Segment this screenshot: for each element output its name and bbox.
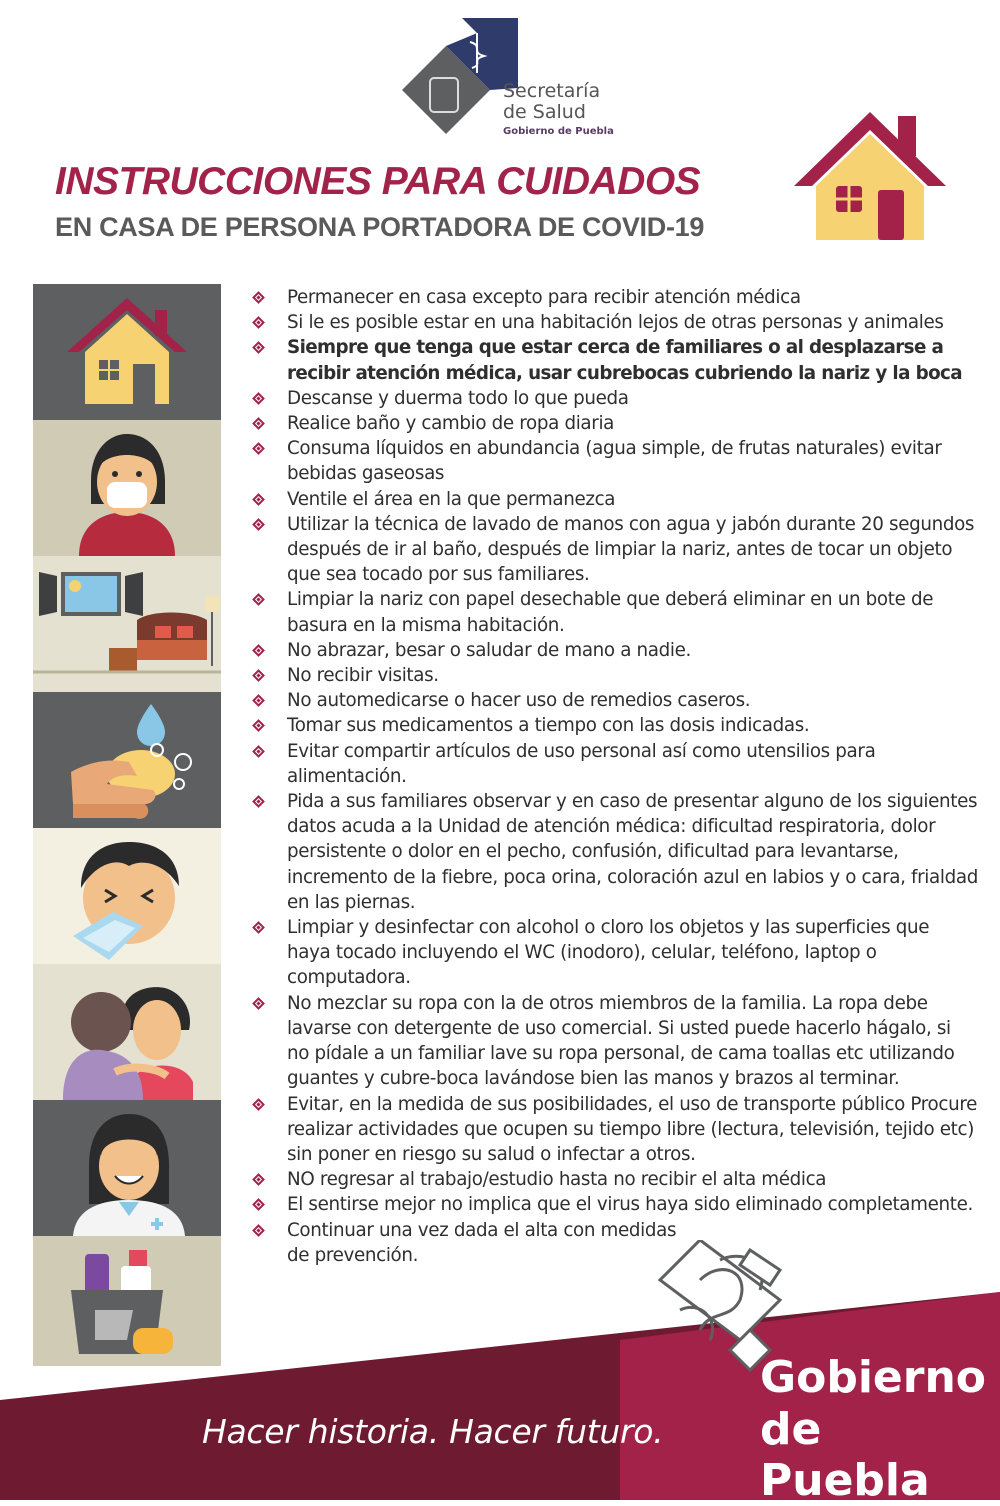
bullet-diamond-icon — [252, 1198, 265, 1211]
instruction-text: Si le es posible estar en una habitación lejos de otras personas y animales — [287, 312, 944, 334]
logo-line-3: Gobierno de Puebla — [503, 126, 614, 137]
bedroom-icon — [33, 556, 221, 692]
instruction-item — [248, 1092, 978, 1168]
instruction-text: Continuar una vez dada el alta con medidas de prevención. — [287, 1219, 677, 1266]
instruction-text: NO regresar al trabajo/estudio hasta no recibir el alta médica — [287, 1169, 827, 1191]
page-subtitle: EN CASA DE PERSONA PORTADORA DE COVID-19 — [55, 212, 705, 242]
instruction-text: Siempre que tenga que estar cerca de familiares o al desplazarse a recibir atención médica, usar cubrebocas cubriendo la nariz y la boca — [287, 337, 963, 384]
instruction-item — [248, 688, 978, 713]
slogan: Hacer historia. Hacer futuro. — [202, 1412, 664, 1451]
house-icon — [790, 104, 950, 244]
instruction-item — [248, 991, 978, 1092]
instruction-text: El sentirse mejor no implica que el virus haya sido eliminado completamente. — [287, 1194, 973, 1216]
instruction-text: Ventile el área en la que permanezca — [287, 488, 616, 510]
bullet-diamond-icon — [252, 594, 265, 607]
instruction-item — [248, 436, 978, 486]
instruction-text: Utilizar la técnica de lavado de manos con agua y jabón durante 20 segundos después de ir al baño, después de limpiar la nariz, antes de tocar un objeto que sea tocado por sus familiares. — [287, 513, 975, 586]
bullet-diamond-icon — [252, 644, 265, 657]
instruction-text: Descanse y duerma todo lo que pueda — [287, 387, 629, 409]
instruction-text: Realice baño y cambio de ropa diaria — [287, 413, 615, 435]
instruction-text: No abrazar, besar o saludar de mano a nadie. — [287, 639, 691, 661]
instruction-item — [248, 587, 978, 637]
bullet-diamond-icon — [252, 669, 265, 682]
illustration-column — [33, 284, 221, 1366]
doctor-panel — [33, 1100, 221, 1236]
instruction-item — [248, 335, 978, 385]
instruction-text: No recibir visitas. — [287, 665, 439, 687]
instruction-item — [248, 386, 978, 411]
instruction-text: No mezclar su ropa con la de otros miembros de la familia. La ropa debe lavarse con detergente de uso comercial. Si usted puede hacerlo hágalo, si no pídale a un familiar lave su ropa personal, de cama toallas etc utilizando guantes y cubre-boca lavándose bien las manos y brazos al terminar. — [287, 992, 955, 1090]
instruction-text: Limpiar la nariz con papel desechable que deberá eliminar en un bote de basura en la misma habitación. — [287, 589, 934, 636]
instruction-item — [248, 512, 978, 588]
instruction-item — [248, 285, 978, 310]
doctor-icon — [33, 1100, 221, 1236]
bullet-diamond-icon — [252, 417, 265, 430]
instruction-item — [248, 487, 978, 512]
home-panel — [33, 284, 221, 420]
hug-panel — [33, 964, 221, 1100]
instruction-text: Permanecer en casa excepto para recibir atención médica — [287, 287, 801, 308]
instruction-text: Consuma líquidos en abundancia (agua simple, de frutas naturales) evitar bebidas gaseosas — [287, 438, 942, 485]
bullet-diamond-icon — [252, 392, 265, 405]
brand-line-2: de Puebla — [760, 1404, 930, 1506]
masked-person-panel — [33, 420, 221, 556]
bullet-diamond-icon — [252, 316, 265, 329]
instruction-item — [248, 739, 978, 789]
instruction-item — [248, 915, 978, 991]
instruction-text: Pida a sus familiares observar y en caso de presentar alguno de los siguientes datos acuda a la Unidad de atención médica: dificultad respiratoria, dolor persistente o dolor en el pecho, confusión, dificultad para levantarse, incremento de la fiebre, poca orina, coloración azul en labios y o cara, frialdad en las piernas. — [287, 791, 978, 913]
bullet-diamond-icon — [252, 518, 265, 531]
bullet-diamond-icon — [252, 291, 265, 304]
bullet-diamond-icon — [252, 795, 265, 808]
home-icon — [33, 284, 221, 420]
bullet-diamond-icon — [252, 493, 265, 506]
bullet-diamond-icon — [252, 1224, 265, 1237]
bullet-diamond-icon — [252, 694, 265, 707]
instruction-list — [248, 285, 978, 1268]
bullet-diamond-icon — [252, 1098, 265, 1111]
hug-icon — [33, 964, 221, 1100]
instruction-item — [248, 713, 978, 738]
logo-line-2: de Salud — [503, 101, 586, 123]
instruction-item — [248, 310, 978, 335]
logo-line-1: Secretaría — [503, 80, 601, 102]
instruction-text: Evitar compartir artículos de uso personal así como utensilios para alimentación. — [287, 740, 876, 787]
instruction-item — [248, 789, 978, 915]
bullet-diamond-icon — [252, 442, 265, 455]
page-title: INSTRUCCIONES PARA CUIDADOS — [55, 160, 701, 203]
instruction-item — [248, 663, 978, 688]
instruction-item — [248, 1167, 978, 1192]
sneezing-person-icon — [33, 828, 221, 964]
bullet-diamond-icon — [252, 921, 265, 934]
bullet-diamond-icon — [252, 1173, 265, 1186]
instruction-item — [248, 411, 978, 436]
instruction-item — [248, 1192, 978, 1217]
instruction-text: No automedicarse o hacer uso de remedios caseros. — [287, 690, 751, 712]
handwashing-icon — [33, 692, 221, 828]
instruction-text: Evitar, en la medida de sus posibilidades, el uso de transporte público Procure realizar actividades que ocupen su tiempo libre (lectura, televisión, tejido etc) sin poner en riesgo su salud o infectar a otros. — [287, 1093, 977, 1165]
handwashing-panel — [33, 692, 221, 828]
bullet-diamond-icon — [252, 342, 265, 355]
brand-line-1: Gobierno — [760, 1352, 987, 1403]
instruction-text: Tomar sus medicamentos a tiempo con las dosis indicadas. — [287, 715, 810, 737]
bullet-diamond-icon — [252, 997, 265, 1010]
instruction-text: Limpiar y desinfectar con alcohol o cloro los objetos y las superficies que haya tocado incluyendo el WC (inodoro), celular, teléfono, laptop o computadora. — [287, 917, 930, 989]
bullet-diamond-icon — [252, 720, 265, 733]
bullet-diamond-icon — [252, 745, 265, 758]
sneezing-panel — [33, 828, 221, 964]
bedroom-panel — [33, 556, 221, 692]
instruction-item — [248, 638, 978, 663]
masked-person-icon — [33, 420, 221, 556]
